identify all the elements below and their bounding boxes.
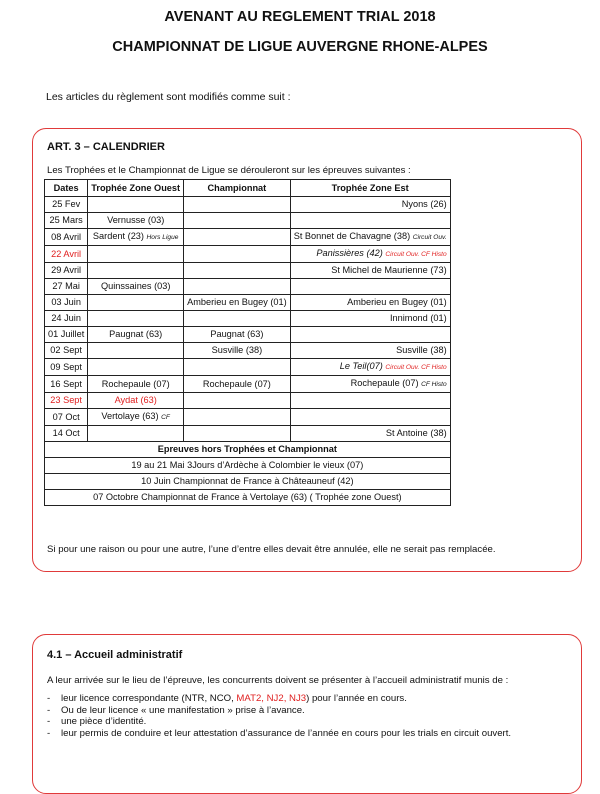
table-row	[45, 327, 451, 343]
cell-championnat	[184, 213, 291, 229]
cell-ouest: Quinssaines (03)	[88, 279, 184, 295]
cell-championnat	[184, 426, 291, 442]
document-subtitle: CHAMPIONNAT DE LIGUE AUVERGNE RHONE-ALPES	[112, 39, 488, 55]
hors-title: Epreuves hors Trophées et Championnat	[45, 442, 451, 458]
cell-championnat	[184, 197, 291, 213]
cell-championnat	[184, 279, 291, 295]
cell-est: Amberieu en Bugey (01)	[290, 295, 450, 311]
list-item: - leur licence correspondante (NTR, NCO, MAT2, NJ2, NJ3) pour l’année en cours.	[47, 693, 511, 705]
art3-footer: Si pour une raison ou pour une autre, l’une d’entre elles devait être annulée, elle ne serait pas remplacée.	[47, 544, 496, 555]
cell-ouest	[88, 263, 184, 279]
cell-ouest	[88, 426, 184, 442]
table-row	[45, 409, 451, 426]
cell-ouest	[88, 197, 184, 213]
table-row	[45, 229, 451, 246]
cell-championnat	[184, 393, 291, 409]
cell-est: Innimond (01)	[290, 311, 450, 327]
table-row	[45, 246, 451, 263]
table-row	[45, 197, 451, 213]
table-row	[45, 426, 451, 442]
cell-note: Hors Ligue	[146, 234, 179, 241]
art3-section	[32, 128, 582, 572]
cell-date: 25 Fev	[45, 197, 88, 213]
col-ouest: Trophée Zone Ouest	[88, 180, 184, 197]
cell-date: 08 Avril	[45, 229, 88, 246]
cell-championnat: Rochepaule (07)	[184, 376, 291, 393]
cell-ouest: Vertolaye (63) CF	[88, 409, 184, 426]
hors-row	[45, 458, 451, 474]
cell-date: 03 Juin	[45, 295, 88, 311]
cell-date: 23 Sept	[45, 393, 88, 409]
cell-ouest	[88, 343, 184, 359]
cell-ouest	[88, 359, 184, 376]
hors-event: 07 Octobre Championnat de France à Vertolaye (63) ( Trophée zone Ouest)	[45, 490, 451, 506]
cell-championnat: Paugnat (63)	[184, 327, 291, 343]
table-row	[45, 311, 451, 327]
hors-row	[45, 474, 451, 490]
cell-championnat: Susville (38)	[184, 343, 291, 359]
table-row	[45, 279, 451, 295]
cell-note: Circuit Ouv.	[412, 234, 447, 241]
document-title: AVENANT AU REGLEMENT TRIAL 2018	[164, 9, 436, 25]
table-row	[45, 376, 451, 393]
cell-date: 25 Mars	[45, 213, 88, 229]
art41-heading: 4.1 – Accueil administratif	[47, 649, 183, 661]
cell-championnat	[184, 409, 291, 426]
required-documents-list	[47, 693, 511, 739]
art41-text: A leur arrivée sur le lieu de l’épreuve, les concurrents doivent se présenter à l’accueil administratif munis de :	[47, 675, 509, 686]
col-championnat: Championnat	[184, 180, 291, 197]
cell-championnat	[184, 311, 291, 327]
cell-date: 09 Sept	[45, 359, 88, 376]
cell-date: 16 Sept	[45, 376, 88, 393]
cell-ouest: Paugnat (63)	[88, 327, 184, 343]
col-dates: Dates	[45, 180, 88, 197]
hors-event: 19 au 21 Mai 3Jours d’Ardèche à Colombier le vieux (07)	[45, 458, 451, 474]
cell-championnat	[184, 263, 291, 279]
table-row	[45, 343, 451, 359]
cell-note: Circuit Ouv. CF Histo	[385, 251, 447, 258]
cell-date: 02 Sept	[45, 343, 88, 359]
calendar-header-row	[45, 180, 451, 197]
cell-date: 24 Juin	[45, 311, 88, 327]
cell-date: 22 Avril	[45, 246, 88, 263]
cell-note: CF Histo	[421, 381, 447, 388]
cell-est: St Bonnet de Chavagne (38) Circuit Ouv.	[290, 229, 450, 246]
cell-est: Panissières (42) Circuit Ouv. CF Histo	[290, 246, 450, 263]
art41-section	[32, 634, 582, 794]
list-item: - une pièce d’identité.	[47, 716, 511, 728]
cell-note: CF	[161, 414, 170, 421]
list-item: - Ou de leur licence « une manifestation » prise à l’avance.	[47, 705, 511, 717]
cell-date: 29 Avril	[45, 263, 88, 279]
intro-text: Les articles du règlement sont modifiés comme suit :	[46, 91, 291, 103]
cell-date: 14 Oct	[45, 426, 88, 442]
cell-ouest	[88, 295, 184, 311]
cell-ouest	[88, 311, 184, 327]
cell-ouest	[88, 246, 184, 263]
cell-date: 27 Mai	[45, 279, 88, 295]
table-row	[45, 393, 451, 409]
cell-est: St Antoine (38)	[290, 426, 450, 442]
cell-championnat	[184, 359, 291, 376]
cell-ouest: Aydat (63)	[88, 393, 184, 409]
list-item: - leur permis de conduire et leur attestation d’assurance de l’année en cours pour les trials en circuit ouvert.	[47, 728, 511, 740]
table-row	[45, 213, 451, 229]
cell-est: Le Teil(07) Circuit Ouv. CF Histo	[290, 359, 450, 376]
cell-est: St Michel de Maurienne (73)	[290, 263, 450, 279]
table-row	[45, 295, 451, 311]
calendar-body	[45, 197, 451, 506]
cell-est	[290, 409, 450, 426]
cell-date: 07 Oct	[45, 409, 88, 426]
cell-note: Circuit Ouv. CF Histo	[385, 364, 447, 371]
col-est: Trophée Zone Est	[290, 180, 450, 197]
art3-text: Les Trophées et le Championnat de Ligue se dérouleront sur les épreuves suivantes :	[47, 165, 411, 176]
cell-est	[290, 213, 450, 229]
table-row	[45, 359, 451, 376]
cell-ouest: Vernusse (03)	[88, 213, 184, 229]
cell-date: 01 Juillet	[45, 327, 88, 343]
cell-ouest: Rochepaule (07)	[88, 376, 184, 393]
licence-types-highlight: MAT2, NJ2, NJ3	[236, 693, 307, 704]
art3-heading: ART. 3 – CALENDRIER	[47, 141, 165, 153]
cell-est: Rochepaule (07) CF Histo	[290, 376, 450, 393]
cell-est	[290, 279, 450, 295]
cell-championnat	[184, 246, 291, 263]
cell-championnat	[184, 229, 291, 246]
cell-est	[290, 327, 450, 343]
cell-est: Susville (38)	[290, 343, 450, 359]
hors-row	[45, 490, 451, 506]
calendar-table	[44, 179, 451, 506]
cell-est	[290, 393, 450, 409]
cell-est: Nyons (26)	[290, 197, 450, 213]
cell-championnat: Amberieu en Bugey (01)	[184, 295, 291, 311]
hors-event: 10 Juin Championnat de France à Châteauneuf (42)	[45, 474, 451, 490]
hors-title-row	[45, 442, 451, 458]
table-row	[45, 263, 451, 279]
cell-ouest: Sardent (23) Hors Ligue	[88, 229, 184, 246]
